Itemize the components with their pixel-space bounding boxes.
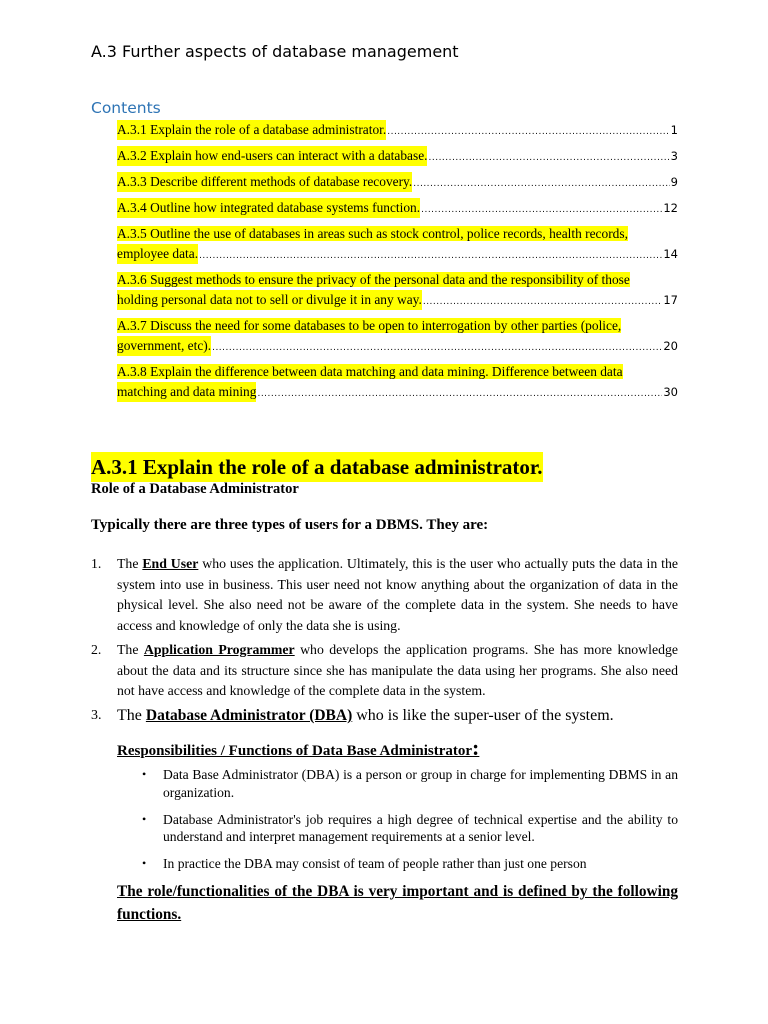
list-item-text: who uses the application. Ultimately, this is the user who actually puts the data in the system into use in business. This user need not know anything about the organization of data in the physical level. She also need not be aware of the complete data in the system. She needs to have access and knowledge of only the data she is using. <box>117 556 678 634</box>
list-item-text: who develops the application programs. She has more knowledge about the data and its structure since she has manipulate the data using her programs. She also need not have access and knowledge of the complete data in the system. <box>117 641 678 699</box>
toc-entry-title[interactable]: A.3.7 Discuss the need for some databases to be open to interrogation by other parties (police, <box>117 318 622 333</box>
toc-entry-title-continued[interactable]: holding personal data not to sell or divulge it in any way. <box>117 290 422 310</box>
toc-page-number[interactable]: 12 <box>663 201 678 215</box>
closing-statement <box>117 880 678 926</box>
list-item <box>140 766 678 802</box>
toc-entry-title[interactable]: A.3.1 Explain the role of a database administrator. <box>117 120 386 140</box>
list-number: 3. <box>91 707 102 723</box>
list-item-text: who is like the super-user of the system. <box>352 706 614 724</box>
term-application-programmer: Application Programmer <box>143 641 295 657</box>
user-types-intro: Typically there are three types of users for a DBMS. They are: <box>91 517 489 533</box>
responsibilities-list <box>140 766 678 882</box>
toc-entry[interactable] <box>117 172 678 194</box>
toc-leader-dots <box>428 148 669 168</box>
toc-entry[interactable] <box>117 316 678 358</box>
toc-leader-dots <box>199 246 662 266</box>
toc-entry-title[interactable]: A.3.8 Explain the difference between data matching and data mining. Difference between data <box>117 364 623 379</box>
toc-page-number[interactable]: 17 <box>663 293 678 307</box>
toc-entry[interactable] <box>117 270 678 312</box>
toc-entry[interactable] <box>117 120 678 142</box>
section-subheading: Role of a Database Administrator <box>91 481 299 497</box>
toc-leader-dots <box>421 200 662 220</box>
user-types-list <box>91 554 678 730</box>
list-item <box>140 855 678 873</box>
list-item <box>140 811 678 847</box>
toc-entry[interactable] <box>117 146 678 168</box>
table-of-contents <box>117 120 678 408</box>
toc-entry-title-continued[interactable]: employee data. <box>117 244 198 264</box>
toc-page-number[interactable]: 1 <box>670 123 678 137</box>
toc-leader-dots <box>387 122 669 142</box>
document-title: A.3 Further aspects of database management <box>91 42 459 61</box>
responsibilities-heading <box>117 735 479 761</box>
toc-page-number[interactable]: 9 <box>670 175 678 189</box>
bullet-text: Data Base Administrator (DBA) is a person or group in charge for implementing DBMS in an organization. <box>163 767 678 800</box>
toc-page-number[interactable]: 14 <box>663 247 678 261</box>
responsibilities-colon: : <box>472 735 480 760</box>
contents-heading: Contents <box>91 99 161 117</box>
toc-entry-title[interactable]: A.3.6 Suggest methods to ensure the privacy of the personal data and the responsibility of those <box>117 272 630 287</box>
term-end-user: End User <box>142 556 199 571</box>
toc-page-number[interactable]: 3 <box>670 149 678 163</box>
bullet-glyph: • <box>142 811 147 826</box>
list-item-prefix: The <box>117 706 146 724</box>
toc-leader-dots <box>212 338 662 358</box>
toc-page-number[interactable]: 30 <box>663 385 678 399</box>
list-number: 1. <box>91 556 102 571</box>
toc-entry[interactable] <box>117 362 678 404</box>
section-heading: A.3.1 Explain the role of a database administrator. <box>91 452 543 482</box>
toc-leader-dots <box>257 384 662 404</box>
bullet-glyph: • <box>142 767 147 781</box>
bullet-text: In practice the DBA may consist of team of people rather than just one person <box>163 856 587 872</box>
bullet-glyph: • <box>142 856 147 871</box>
toc-entry-title[interactable]: A.3.5 Outline the use of databases in areas such as stock control, police records, health records, <box>117 226 628 241</box>
toc-leader-dots <box>423 292 663 312</box>
toc-entry[interactable] <box>117 198 678 220</box>
term-database-administrator: Database Administrator (DBA) <box>145 706 353 724</box>
list-item <box>91 554 678 637</box>
list-item <box>91 640 678 702</box>
closing-statement-text: The role/functionalities of the DBA is very important and is defined by the following functions. <box>117 883 678 923</box>
toc-entry[interactable] <box>117 224 678 266</box>
list-number: 2. <box>91 641 102 657</box>
toc-entry-title[interactable]: A.3.2 Explain how end-users can interact with a database. <box>117 146 427 166</box>
toc-entry-title-continued[interactable]: matching and data mining <box>117 382 256 402</box>
list-item <box>91 705 678 727</box>
responsibilities-heading-text: Responsibilities / Functions of Data Base Administrator <box>117 743 473 759</box>
toc-entry-title[interactable]: A.3.4 Outline how integrated database systems function. <box>117 198 420 218</box>
list-item-prefix: The <box>117 556 143 571</box>
list-item-prefix: The <box>117 641 144 657</box>
toc-entry-title-continued[interactable]: government, etc). <box>117 336 211 356</box>
toc-page-number[interactable]: 20 <box>663 339 678 353</box>
bullet-text: Database Administrator's job requires a high degree of technical expertise and the ability to understand and interpret management requirements at a senior level. <box>163 811 678 845</box>
toc-leader-dots <box>413 174 669 194</box>
toc-entry-title[interactable]: A.3.3 Describe different methods of database recovery. <box>117 172 412 192</box>
